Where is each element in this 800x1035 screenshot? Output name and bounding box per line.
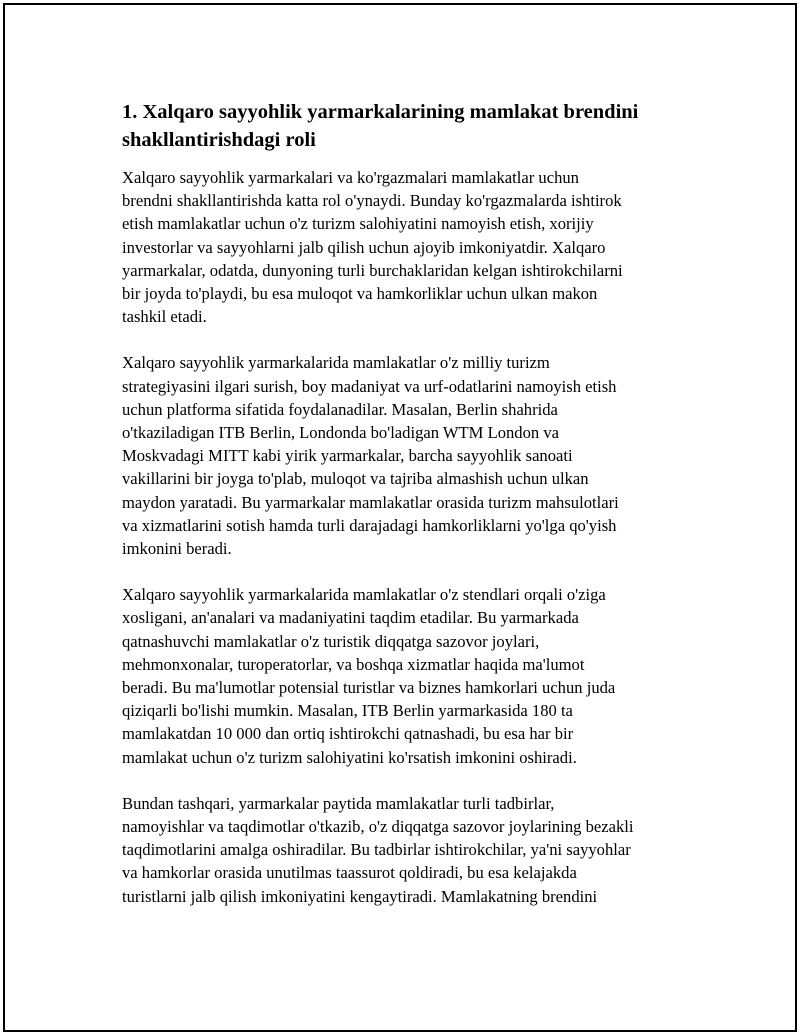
paragraph-4: Bundan tashqari, yarmarkalar paytida mamlakatlar turli tadbirlar, namoyishlar va taqdimotlar o'tkazib, o'z diqqatga sazovor joylarining bezakli taqdimotlarini amalga oshiradilar. Bu tadbirlar ishtirokchilar, ya'ni sayyohlar va hamkorlar orasida unutilmas taassurot qoldiradi, bu esa kelajakda turistlarni jalb qilish imkoniyatini kengaytiradi. Mamlakatning brendini	[122, 793, 634, 906]
paragraph-2: Xalqaro sayyohlik yarmarkalarida mamlakatlar o'z milliy turizm strategiyasini ilgari surish, boy madaniyat va urf-odatlarini namoyish etish uchun platforma sifatida foydalanadilar. Masalan, Berlin shahrida o'tkaziladigan ITB Berlin, Londonda bo'ladigan WTM London va Moskvadagi MITT kabi yirik yarmarkalar, barcha sayyohlik sanoati vakillarini bir joyga to'plab, muloqot va tajriba almashish uchun ulkan maydon yaratadi. Bu yarmarkalar mamlakatlar orasida turizm mahsulotlari va xizmatlarini sotish hamda turli darajadagi hamkorliklarni yo'lga qo'yish imkonini beradi.	[122, 353, 619, 559]
page-frame	[3, 3, 797, 1032]
document-body	[122, 98, 692, 931]
paragraph-1: Xalqaro sayyohlik yarmarkalari va ko'rgazmalari mamlakatlar uchun brendni shakllantirishda katta rol o'ynaydi. Bunday ko'rgazmalarda ishtirok etish mamlakatlar uchun o'z turizm salohiyatini namoyish etish, xorijiy investorlar va sayyohlarni jalb qilish uchun ajoyib imkoniyatdir. Xalqaro yarmarkalar, odatda, dunyoning turli burchaklaridan kelgan ishtirokchilarni bir joyda to'playdi, bu esa muloqot va hamkorliklar uchun ulkan makon tashkil etadi.	[122, 168, 623, 327]
paragraph-3: Xalqaro sayyohlik yarmarkalarida mamlakatlar o'z stendlari orqali o'ziga xosligani, an'analari va madaniyatini taqdim etadilar. Bu yarmarkada qatnashuvchi mamlakatlar o'z turistik diqqatga sazovor joylari, mehmonxonalar, turoperatorlar, va boshqa xizmatlar haqida ma'lumot beradi. Bu ma'lumotlar potensial turistlar va biznes hamkorlari uchun juda qiziqarli bo'lishi mumkin. Masalan, ITB Berlin yarmarkasida 180 ta mamlakatdan 10 000 dan ortiq ishtirokchi qatnashadi, bu esa har bir mamlakat uchun o'z turizm salohiyatini ko'rsatish imkonini oshiradi.	[122, 585, 616, 767]
section-heading: 1. Xalqaro sayyohlik yarmarkalarining mamlakat brendini shakllantirishdagi roli	[122, 101, 639, 151]
